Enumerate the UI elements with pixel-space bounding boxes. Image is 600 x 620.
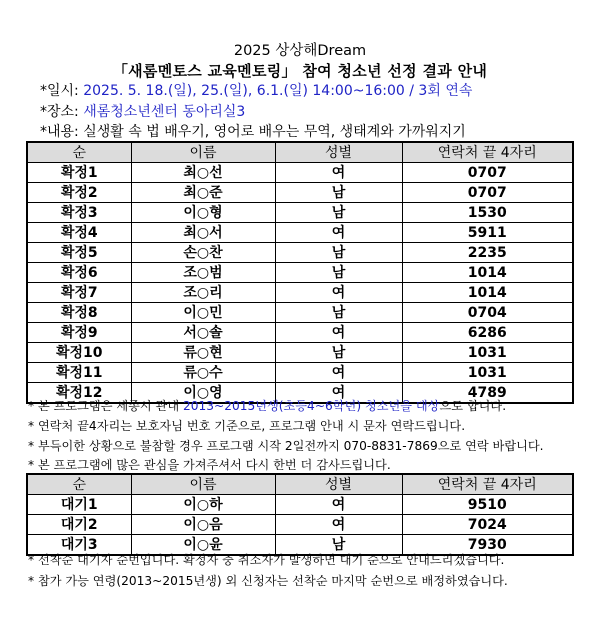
- header-order: 순: [27, 474, 131, 495]
- table-row: [27, 263, 573, 283]
- place-label: *장소:: [40, 104, 84, 120]
- cell-phone: 1014: [402, 263, 573, 283]
- cell-phone: 0707: [402, 183, 573, 203]
- cell-phone: 9510: [402, 495, 573, 515]
- cell-name: 이○윤: [131, 535, 275, 556]
- cell-name: 이○민: [131, 303, 275, 323]
- waitlist-note-order: * 선착순 대기자 순번입니다. 확정자 중 취소자가 발생하면 대기 순으로 안내드리겠습니다.: [28, 553, 505, 567]
- cell-order: 확정12: [27, 383, 131, 404]
- header-name: 이름: [131, 142, 275, 163]
- cell-order: 확정7: [27, 283, 131, 303]
- table-row: [27, 363, 573, 383]
- table-row: [27, 343, 573, 363]
- cell-order: 확정8: [27, 303, 131, 323]
- cell-order: 확정4: [27, 223, 131, 243]
- cell-phone: 7930: [402, 535, 573, 556]
- note-thanks: * 본 프로그램에 많은 관심을 가져주셔서 다시 한번 더 감사드립니다.: [28, 458, 391, 472]
- header-gender: 성별: [275, 474, 402, 495]
- cell-gender: 남: [275, 183, 402, 203]
- cell-name: 이○하: [131, 495, 275, 515]
- cell-name: 최○준: [131, 183, 275, 203]
- cell-gender: 여: [275, 495, 402, 515]
- header-name: 이름: [131, 474, 275, 495]
- cell-gender: 남: [275, 243, 402, 263]
- table-row: [27, 183, 573, 203]
- cell-phone: 7024: [402, 515, 573, 535]
- cell-phone: 1031: [402, 363, 573, 383]
- note-phone-digits: * 연락처 끝4자리는 보호자님 번호 기준으로, 프로그램 안내 시 문자 연락드립니다.: [28, 419, 466, 433]
- table-row: [27, 515, 573, 535]
- cell-gender: 남: [275, 343, 402, 363]
- header-gender: 성별: [275, 142, 402, 163]
- note-1-prefix: * 본 프로그램은 세종시 관내: [28, 399, 183, 413]
- cell-name: 류○수: [131, 363, 275, 383]
- note-target-age: [28, 397, 506, 414]
- table-row: [27, 163, 573, 183]
- cell-phone: 5911: [402, 223, 573, 243]
- content-label: *내용:: [40, 124, 84, 140]
- info-date: [40, 80, 472, 100]
- cell-gender: 여: [275, 283, 402, 303]
- cell-order: 확정6: [27, 263, 131, 283]
- confirmed-table: [26, 141, 574, 404]
- cell-name: 조○리: [131, 283, 275, 303]
- cell-order: 확정10: [27, 343, 131, 363]
- info-content: [40, 121, 466, 141]
- cell-order: 확정5: [27, 243, 131, 263]
- cell-name: 이○형: [131, 203, 275, 223]
- cell-gender: 여: [275, 363, 402, 383]
- header-order: 순: [27, 142, 131, 163]
- table-row: [27, 495, 573, 515]
- cell-gender: 여: [275, 383, 402, 404]
- content-value: 실생활 속 법 배우기, 영어로 배우는 무역, 생태계와 가까워지기: [83, 124, 466, 140]
- note-absence-contact: * 부득이한 상황으로 불참할 경우 프로그램 시작 2일전까지 070-8831-7869으로 연락 바랍니다.: [28, 439, 544, 453]
- cell-phone: 1031: [402, 343, 573, 363]
- info-place: [40, 101, 245, 121]
- table-row: [27, 323, 573, 343]
- cell-order: 대기2: [27, 515, 131, 535]
- table-row: [27, 303, 573, 323]
- cell-name: 최○선: [131, 163, 275, 183]
- cell-gender: 남: [275, 203, 402, 223]
- cell-phone: 2235: [402, 243, 573, 263]
- cell-phone: 6286: [402, 323, 573, 343]
- table-header-row: [27, 474, 573, 495]
- cell-order: 대기1: [27, 495, 131, 515]
- cell-name: 이○음: [131, 515, 275, 535]
- cell-order: 확정9: [27, 323, 131, 343]
- cell-name: 최○서: [131, 223, 275, 243]
- cell-order: 확정3: [27, 203, 131, 223]
- table-row: [27, 203, 573, 223]
- cell-order: 대기3: [27, 535, 131, 556]
- waitlist-note-age: * 참가 가능 연령(2013~2015년생) 외 신청자는 선착순 마지막 순번으로 배정하였습니다.: [28, 574, 508, 588]
- date-label: *일시:: [40, 83, 84, 99]
- cell-name: 조○범: [131, 263, 275, 283]
- title-line-2: 「새롬멘토스 교육멘토링」 참여 청소년 선정 결과 안내: [112, 62, 488, 80]
- date-value: 2025. 5. 18.(일), 25.(일), 6.1.(일) 14:00~16:00 / 3회 연속: [83, 83, 473, 99]
- place-value: 새롬청소년센터 동아리실3: [83, 104, 246, 120]
- cell-name: 류○현: [131, 343, 275, 363]
- cell-phone: 1530: [402, 203, 573, 223]
- table-row: [27, 243, 573, 263]
- cell-phone: 0704: [402, 303, 573, 323]
- cell-order: 확정1: [27, 163, 131, 183]
- cell-gender: 남: [275, 535, 402, 556]
- table-row: [27, 223, 573, 243]
- cell-gender: 여: [275, 163, 402, 183]
- cell-gender: 여: [275, 323, 402, 343]
- cell-phone: 0707: [402, 163, 573, 183]
- cell-gender: 남: [275, 303, 402, 323]
- cell-name: 서○솔: [131, 323, 275, 343]
- cell-phone: 4789: [402, 383, 573, 404]
- cell-phone: 1014: [402, 283, 573, 303]
- cell-order: 확정11: [27, 363, 131, 383]
- table-row: [27, 283, 573, 303]
- cell-gender: 여: [275, 515, 402, 535]
- cell-gender: 남: [275, 263, 402, 283]
- table-header-row: [27, 142, 573, 163]
- note-1-suffix: 으로 합니다.: [439, 399, 507, 413]
- cell-gender: 여: [275, 223, 402, 243]
- header-phone: 연락처 끝 4자리: [402, 474, 573, 495]
- title-line-1: 2025 상상해Dream: [233, 43, 367, 59]
- header-phone: 연락처 끝 4자리: [402, 142, 573, 163]
- waitlist-table: [26, 473, 574, 556]
- cell-order: 확정2: [27, 183, 131, 203]
- cell-name: 손○찬: [131, 243, 275, 263]
- cell-name: 이○영: [131, 383, 275, 404]
- note-1-highlight: 2013~2015년생(초등4~6학년) 청소년을 대상: [182, 399, 440, 413]
